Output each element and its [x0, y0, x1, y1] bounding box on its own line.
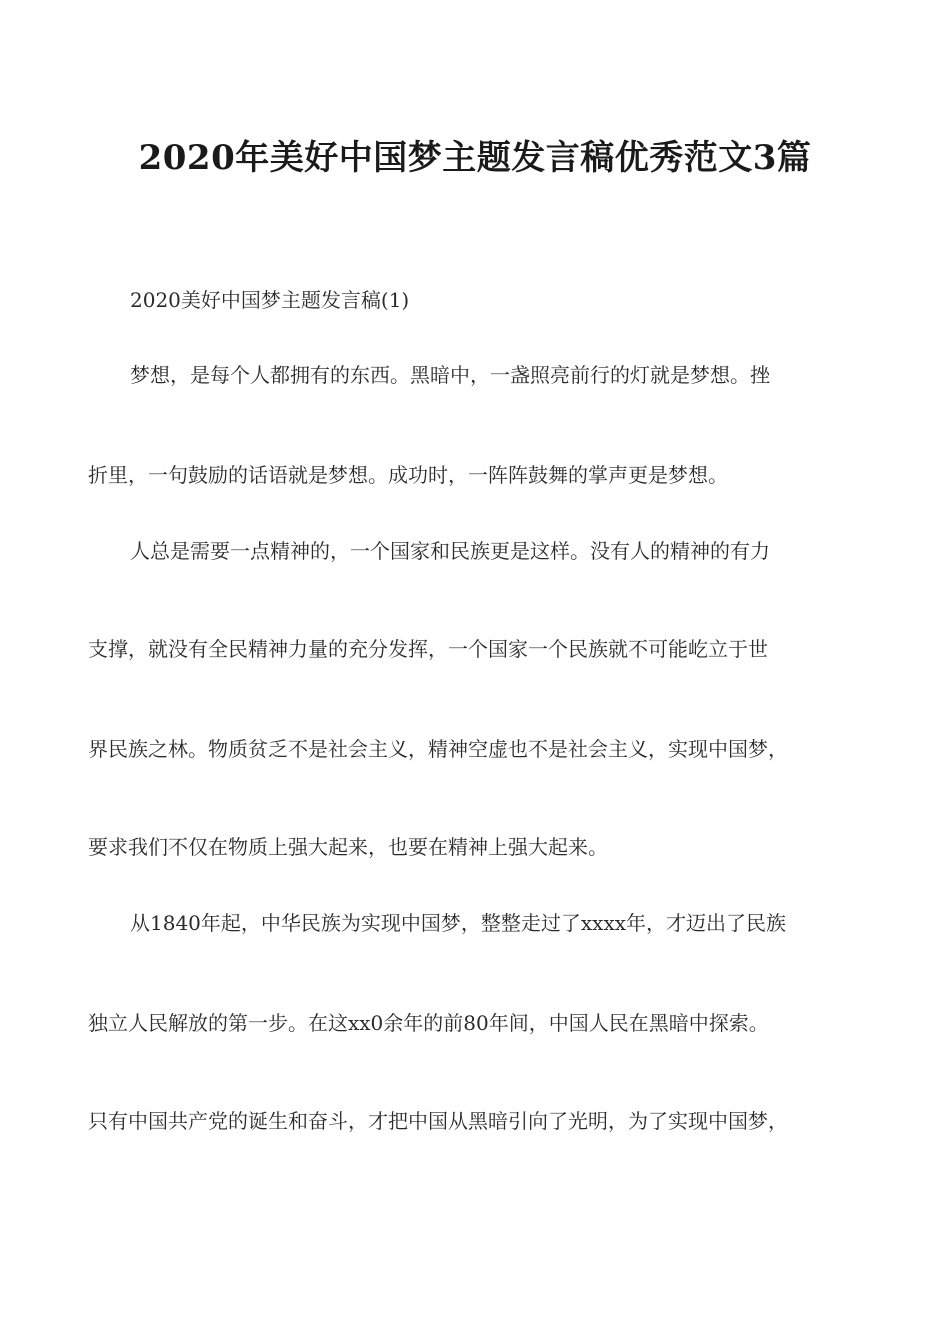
paragraph-line: 从1840年起，中华民族为实现中国梦，整整走过了xxxx年，才迈出了民族 — [130, 911, 787, 935]
paragraph-line: 独立人民解放的第一步。在这xx0余年的前80年间，中国人民在黑暗中探索。 — [88, 1011, 769, 1035]
paragraph-line: 梦想，是每个人都拥有的东西。黑暗中，一盏照亮前行的灯就是梦想。挫 — [130, 363, 770, 387]
paragraph-line: 只有中国共产党的诞生和奋斗，才把中国从黑暗引向了光明，为了实现中国梦， — [88, 1109, 788, 1133]
paragraph-line: 界民族之林。物质贫乏不是社会主义，精神空虚也不是社会主义，实现中国梦， — [88, 737, 788, 761]
section-heading: 2020美好中国梦主题发言稿(1) — [130, 288, 410, 312]
paragraph-line: 人总是需要一点精神的，一个国家和民族更是这样。没有人的精神的有力 — [130, 539, 770, 563]
paragraph-line: 折里，一句鼓励的话语就是梦想。成功时，一阵阵鼓舞的掌声更是梦想。 — [88, 463, 728, 487]
paragraph-line: 支撑，就没有全民精神力量的充分发挥，一个国家一个民族就不可能屹立于世 — [88, 637, 768, 661]
document-title: 2020年美好中国梦主题发言稿优秀范文3篇 — [138, 138, 812, 178]
paragraph-line: 要求我们不仅在物质上强大起来，也要在精神上强大起来。 — [88, 835, 608, 859]
